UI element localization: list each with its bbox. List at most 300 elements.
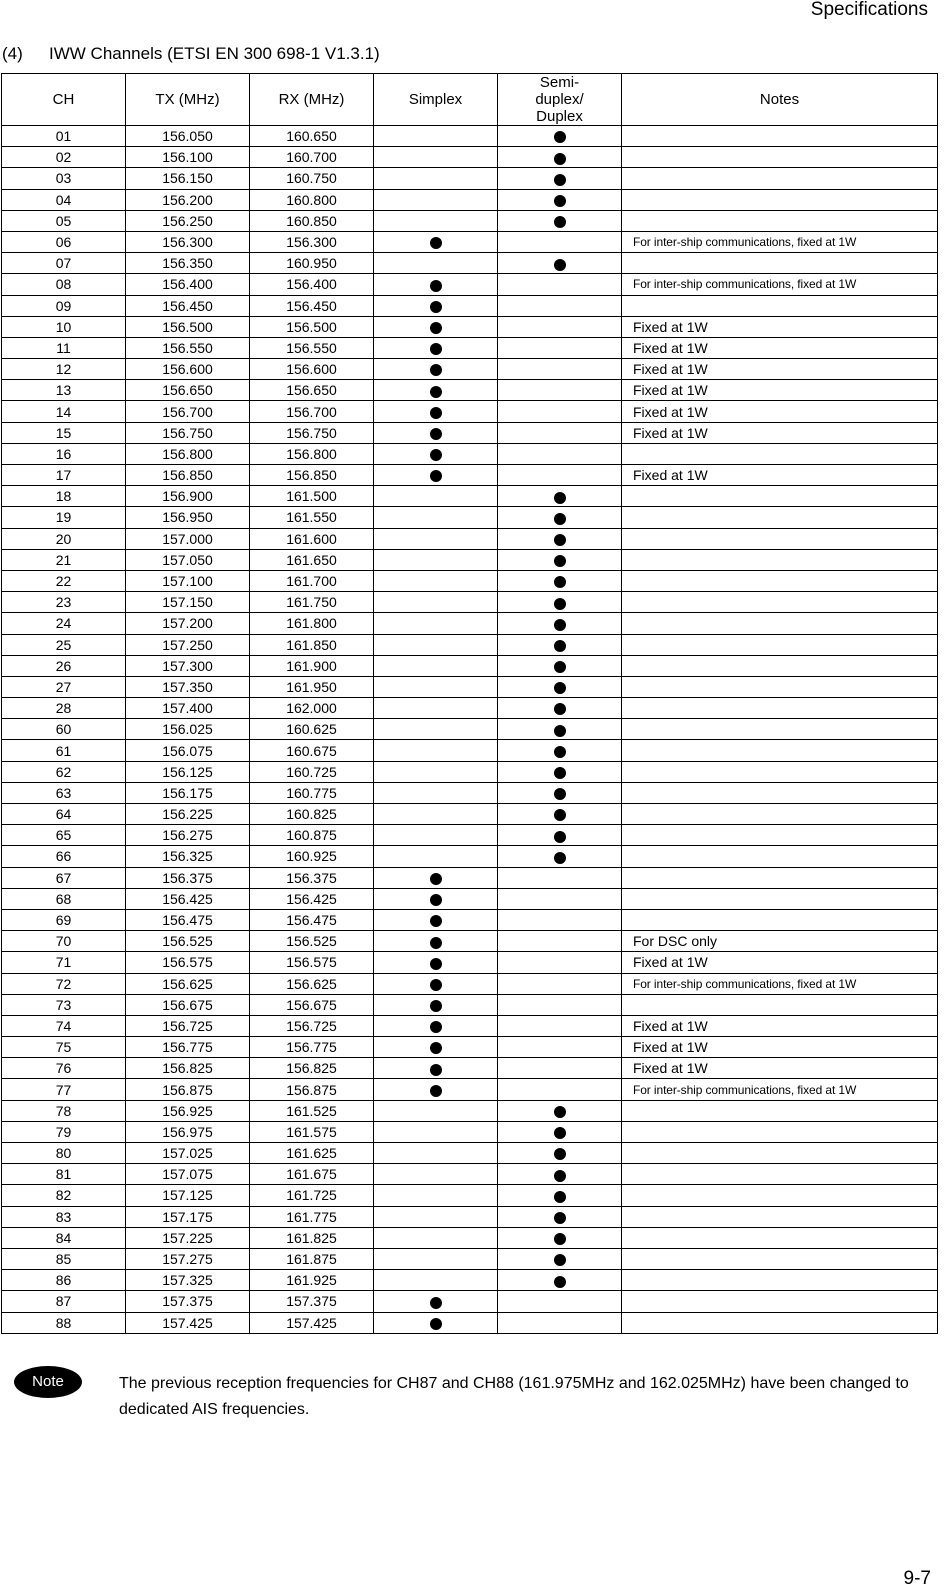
cell-rx: 161.525 — [250, 1100, 374, 1121]
cell-rx: 161.775 — [250, 1206, 374, 1227]
cell-tx: 156.875 — [126, 1079, 250, 1100]
cell-rx: 160.800 — [250, 189, 374, 210]
cell-ch: 16 — [2, 443, 126, 464]
filled-circle-icon — [554, 682, 566, 694]
cell-rx: 161.625 — [250, 1143, 374, 1164]
cell-simplex — [374, 888, 498, 909]
cell-ch: 28 — [2, 698, 126, 719]
cell-rx: 156.875 — [250, 1079, 374, 1100]
cell-duplex — [498, 1015, 622, 1036]
cell-ch: 06 — [2, 231, 126, 252]
cell-rx: 156.400 — [250, 274, 374, 295]
cell-rx: 156.575 — [250, 952, 374, 973]
filled-circle-icon — [554, 1276, 566, 1288]
cell-tx: 157.275 — [126, 1248, 250, 1269]
cell-duplex — [498, 1291, 622, 1312]
cell-tx: 156.725 — [126, 1015, 250, 1036]
cell-simplex — [374, 613, 498, 634]
cell-rx: 160.750 — [250, 168, 374, 189]
table-row — [2, 1058, 938, 1079]
filled-circle-icon — [554, 809, 566, 821]
cell-ch: 80 — [2, 1143, 126, 1164]
cell-notes — [622, 613, 938, 634]
note-text: The previous reception frequencies for CH87 and CH88 (161.975MHz and 162.025MHz) have been changed to dedicated AIS frequencies. — [119, 1375, 909, 1418]
filled-circle-icon — [430, 873, 442, 885]
filled-circle-icon — [554, 661, 566, 673]
cell-simplex — [374, 1312, 498, 1333]
cell-notes: Fixed at 1W — [622, 401, 938, 422]
cell-rx: 160.725 — [250, 761, 374, 782]
cell-rx: 161.925 — [250, 1270, 374, 1291]
cell-simplex — [374, 316, 498, 337]
table-row — [2, 1248, 938, 1269]
cell-notes — [622, 825, 938, 846]
cell-simplex — [374, 1206, 498, 1227]
filled-circle-icon — [554, 131, 566, 143]
cell-rx: 156.700 — [250, 401, 374, 422]
cell-rx: 156.800 — [250, 443, 374, 464]
filled-circle-icon — [554, 153, 566, 165]
cell-ch: 12 — [2, 359, 126, 380]
cell-notes — [622, 1100, 938, 1121]
cell-notes — [622, 1291, 938, 1312]
cell-simplex — [374, 168, 498, 189]
filled-circle-icon — [554, 767, 566, 779]
cell-duplex — [498, 782, 622, 803]
cell-tx: 157.200 — [126, 613, 250, 634]
cell-ch: 11 — [2, 337, 126, 358]
table-row — [2, 782, 938, 803]
filled-circle-icon — [554, 1233, 566, 1245]
cell-tx: 156.850 — [126, 465, 250, 486]
table-row — [2, 761, 938, 782]
cell-rx: 160.675 — [250, 740, 374, 761]
cell-simplex — [374, 1121, 498, 1142]
cell-tx: 156.325 — [126, 846, 250, 867]
cell-duplex — [498, 698, 622, 719]
cell-tx: 156.825 — [126, 1058, 250, 1079]
cell-simplex — [374, 782, 498, 803]
cell-tx: 156.375 — [126, 867, 250, 888]
cell-duplex — [498, 634, 622, 655]
cell-notes: Fixed at 1W — [622, 316, 938, 337]
cell-rx: 160.850 — [250, 210, 374, 231]
cell-tx: 157.125 — [126, 1185, 250, 1206]
cell-simplex — [374, 422, 498, 443]
cell-duplex — [498, 825, 622, 846]
cell-tx: 156.975 — [126, 1121, 250, 1142]
cell-rx: 156.425 — [250, 888, 374, 909]
cell-ch: 13 — [2, 380, 126, 401]
cell-tx: 156.475 — [126, 909, 250, 930]
cell-rx: 160.825 — [250, 804, 374, 825]
table-row — [2, 634, 938, 655]
cell-simplex — [374, 1015, 498, 1036]
cell-notes — [622, 888, 938, 909]
cell-notes — [622, 867, 938, 888]
cell-simplex — [374, 761, 498, 782]
cell-duplex — [498, 1058, 622, 1079]
cell-rx: 156.475 — [250, 909, 374, 930]
cell-duplex — [498, 761, 622, 782]
table-row — [2, 613, 938, 634]
cell-notes — [622, 168, 938, 189]
cell-duplex — [498, 973, 622, 994]
table-row — [2, 1015, 938, 1036]
cell-simplex — [374, 295, 498, 316]
cell-rx: 161.950 — [250, 676, 374, 697]
cell-tx: 156.100 — [126, 147, 250, 168]
cell-tx: 156.675 — [126, 994, 250, 1015]
filled-circle-icon — [554, 1127, 566, 1139]
cell-notes — [622, 804, 938, 825]
cell-duplex — [498, 380, 622, 401]
table-row — [2, 422, 938, 443]
cell-ch: 01 — [2, 126, 126, 147]
cell-ch: 74 — [2, 1015, 126, 1036]
cell-duplex — [498, 655, 622, 676]
cell-duplex — [498, 1185, 622, 1206]
cell-notes: For inter-ship communications, fixed at 1W — [622, 231, 938, 252]
cell-duplex — [498, 740, 622, 761]
cell-rx: 161.750 — [250, 592, 374, 613]
cell-ch: 75 — [2, 1037, 126, 1058]
filled-circle-icon — [430, 301, 442, 313]
cell-tx: 156.750 — [126, 422, 250, 443]
filled-circle-icon — [554, 725, 566, 737]
cell-notes: For inter-ship communications, fixed at 1W — [622, 1079, 938, 1100]
cell-simplex — [374, 507, 498, 528]
column-header-ch: CH — [2, 74, 126, 126]
cell-duplex — [498, 168, 622, 189]
table-row — [2, 168, 938, 189]
cell-ch: 07 — [2, 253, 126, 274]
cell-ch: 63 — [2, 782, 126, 803]
cell-duplex — [498, 909, 622, 930]
cell-simplex — [374, 528, 498, 549]
cell-tx: 156.200 — [126, 189, 250, 210]
cell-rx: 160.950 — [250, 253, 374, 274]
table-row — [2, 994, 938, 1015]
cell-simplex — [374, 1185, 498, 1206]
table-row — [2, 1270, 938, 1291]
cell-simplex — [374, 931, 498, 952]
cell-ch: 68 — [2, 888, 126, 909]
filled-circle-icon — [554, 259, 566, 271]
cell-tx: 157.050 — [126, 549, 250, 570]
filled-circle-icon — [430, 280, 442, 292]
cell-notes — [622, 1121, 938, 1142]
cell-ch: 87 — [2, 1291, 126, 1312]
cell-duplex — [498, 1037, 622, 1058]
cell-rx: 161.725 — [250, 1185, 374, 1206]
table-row — [2, 1121, 938, 1142]
cell-notes — [622, 676, 938, 697]
filled-circle-icon — [554, 831, 566, 843]
cell-simplex — [374, 1270, 498, 1291]
cell-notes — [622, 1270, 938, 1291]
table-row — [2, 253, 938, 274]
table-row — [2, 698, 938, 719]
cell-duplex — [498, 147, 622, 168]
cell-simplex — [374, 1058, 498, 1079]
cell-simplex — [374, 655, 498, 676]
filled-circle-icon — [430, 979, 442, 991]
table-row — [2, 804, 938, 825]
column-header-rx: RX (MHz) — [250, 74, 374, 126]
cell-simplex — [374, 465, 498, 486]
table-row — [2, 952, 938, 973]
cell-ch: 24 — [2, 613, 126, 634]
cell-duplex — [498, 931, 622, 952]
cell-simplex — [374, 443, 498, 464]
cell-simplex — [374, 994, 498, 1015]
cell-tx: 156.025 — [126, 719, 250, 740]
cell-ch: 26 — [2, 655, 126, 676]
table-row — [2, 1227, 938, 1248]
cell-rx: 156.725 — [250, 1015, 374, 1036]
cell-ch: 09 — [2, 295, 126, 316]
table-row — [2, 1100, 938, 1121]
cell-duplex — [498, 613, 622, 634]
cell-tx: 156.075 — [126, 740, 250, 761]
cell-notes — [622, 253, 938, 274]
cell-tx: 156.050 — [126, 126, 250, 147]
cell-ch: 66 — [2, 846, 126, 867]
table-row — [2, 549, 938, 570]
cell-notes — [622, 634, 938, 655]
filled-circle-icon — [430, 428, 442, 440]
cell-tx: 156.450 — [126, 295, 250, 316]
cell-rx: 156.525 — [250, 931, 374, 952]
cell-tx: 156.600 — [126, 359, 250, 380]
filled-circle-icon — [430, 1000, 442, 1012]
cell-notes — [622, 846, 938, 867]
table-row — [2, 740, 938, 761]
filled-circle-icon — [554, 513, 566, 525]
cell-rx: 161.800 — [250, 613, 374, 634]
table-row — [2, 507, 938, 528]
table-row — [2, 359, 938, 380]
cell-simplex — [374, 337, 498, 358]
cell-tx: 156.125 — [126, 761, 250, 782]
filled-circle-icon — [554, 1254, 566, 1266]
table-body — [2, 126, 938, 1334]
cell-notes — [622, 1185, 938, 1206]
table-row — [2, 210, 938, 231]
cell-duplex — [498, 1143, 622, 1164]
filled-circle-icon — [430, 915, 442, 927]
cell-simplex — [374, 1037, 498, 1058]
cell-notes: Fixed at 1W — [622, 952, 938, 973]
table-row — [2, 443, 938, 464]
filled-circle-icon — [554, 555, 566, 567]
cell-tx: 157.425 — [126, 1312, 250, 1333]
cell-tx: 156.425 — [126, 888, 250, 909]
filled-circle-icon — [554, 619, 566, 631]
cell-notes: For inter-ship communications, fixed at 1W — [622, 973, 938, 994]
filled-circle-icon — [430, 1021, 442, 1033]
table-row — [2, 570, 938, 591]
cell-notes: Fixed at 1W — [622, 1015, 938, 1036]
cell-rx: 156.850 — [250, 465, 374, 486]
cell-tx: 156.500 — [126, 316, 250, 337]
filled-circle-icon — [430, 364, 442, 376]
cell-duplex — [498, 549, 622, 570]
cell-rx: 156.675 — [250, 994, 374, 1015]
cell-tx: 156.225 — [126, 804, 250, 825]
cell-ch: 22 — [2, 570, 126, 591]
cell-simplex — [374, 1143, 498, 1164]
cell-simplex — [374, 1291, 498, 1312]
cell-simplex — [374, 846, 498, 867]
filled-circle-icon — [554, 1170, 566, 1182]
cell-duplex — [498, 210, 622, 231]
filled-circle-icon — [430, 343, 442, 355]
cell-rx: 160.875 — [250, 825, 374, 846]
cell-rx: 160.925 — [250, 846, 374, 867]
cell-duplex — [498, 1164, 622, 1185]
section-title-text: IWW Channels (ETSI EN 300 698-1 V1.3.1) — [49, 44, 380, 63]
table-row — [2, 655, 938, 676]
section-header: Specifications — [810, 0, 928, 20]
filled-circle-icon — [430, 1318, 442, 1330]
filled-circle-icon — [430, 449, 442, 461]
channel-table — [1, 73, 938, 1334]
cell-simplex — [374, 380, 498, 401]
cell-ch: 02 — [2, 147, 126, 168]
cell-duplex — [498, 274, 622, 295]
cell-ch: 03 — [2, 168, 126, 189]
column-header-duplex — [498, 74, 622, 126]
cell-notes — [622, 1143, 938, 1164]
cell-rx: 157.425 — [250, 1312, 374, 1333]
cell-rx: 156.750 — [250, 422, 374, 443]
cell-notes — [622, 698, 938, 719]
cell-rx: 156.550 — [250, 337, 374, 358]
cell-rx: 161.875 — [250, 1248, 374, 1269]
note-badge: Note — [14, 1366, 82, 1398]
cell-duplex — [498, 528, 622, 549]
cell-duplex — [498, 1079, 622, 1100]
column-header-notes: Notes — [622, 74, 938, 126]
cell-notes — [622, 507, 938, 528]
cell-tx: 156.775 — [126, 1037, 250, 1058]
filled-circle-icon — [554, 598, 566, 610]
cell-tx: 157.100 — [126, 570, 250, 591]
cell-simplex — [374, 825, 498, 846]
cell-ch: 72 — [2, 973, 126, 994]
cell-notes — [622, 1164, 938, 1185]
cell-tx: 157.225 — [126, 1227, 250, 1248]
cell-ch: 10 — [2, 316, 126, 337]
filled-circle-icon — [554, 1191, 566, 1203]
cell-notes — [622, 719, 938, 740]
cell-tx: 156.900 — [126, 486, 250, 507]
cell-duplex — [498, 443, 622, 464]
filled-circle-icon — [430, 1297, 442, 1309]
table-row — [2, 676, 938, 697]
table-row — [2, 1079, 938, 1100]
cell-ch: 60 — [2, 719, 126, 740]
filled-circle-icon — [430, 386, 442, 398]
cell-simplex — [374, 126, 498, 147]
filled-circle-icon — [554, 703, 566, 715]
cell-simplex — [374, 804, 498, 825]
table-row — [2, 825, 938, 846]
cell-rx: 161.650 — [250, 549, 374, 570]
filled-circle-icon — [430, 407, 442, 419]
table-row — [2, 126, 938, 147]
cell-simplex — [374, 401, 498, 422]
cell-notes — [622, 909, 938, 930]
cell-ch: 61 — [2, 740, 126, 761]
cell-duplex — [498, 507, 622, 528]
filled-circle-icon — [554, 174, 566, 186]
cell-simplex — [374, 1248, 498, 1269]
cell-notes — [622, 782, 938, 803]
filled-circle-icon — [554, 1106, 566, 1118]
cell-duplex — [498, 126, 622, 147]
cell-duplex — [498, 846, 622, 867]
cell-notes — [622, 994, 938, 1015]
cell-ch: 70 — [2, 931, 126, 952]
cell-rx: 156.650 — [250, 380, 374, 401]
table-row — [2, 1206, 938, 1227]
cell-duplex — [498, 1312, 622, 1333]
filled-circle-icon — [430, 470, 442, 482]
cell-ch: 21 — [2, 549, 126, 570]
filled-circle-icon — [554, 788, 566, 800]
cell-notes: For DSC only — [622, 931, 938, 952]
cell-rx: 156.500 — [250, 316, 374, 337]
cell-notes — [622, 189, 938, 210]
cell-ch: 19 — [2, 507, 126, 528]
cell-rx: 161.550 — [250, 507, 374, 528]
cell-tx: 157.150 — [126, 592, 250, 613]
cell-tx: 156.925 — [126, 1100, 250, 1121]
cell-ch: 76 — [2, 1058, 126, 1079]
table-row — [2, 909, 938, 930]
table-row — [2, 465, 938, 486]
cell-notes — [622, 1248, 938, 1269]
cell-duplex — [498, 1100, 622, 1121]
table-row — [2, 1037, 938, 1058]
cell-duplex — [498, 422, 622, 443]
cell-simplex — [374, 719, 498, 740]
cell-notes — [622, 528, 938, 549]
table-row — [2, 1164, 938, 1185]
cell-duplex — [498, 231, 622, 252]
table-row — [2, 931, 938, 952]
cell-tx: 156.300 — [126, 231, 250, 252]
cell-simplex — [374, 253, 498, 274]
cell-simplex — [374, 1164, 498, 1185]
cell-rx: 160.625 — [250, 719, 374, 740]
cell-simplex — [374, 570, 498, 591]
cell-notes — [622, 486, 938, 507]
filled-circle-icon — [554, 852, 566, 864]
cell-duplex — [498, 1248, 622, 1269]
cell-duplex — [498, 337, 622, 358]
filled-circle-icon — [554, 195, 566, 207]
cell-rx: 161.900 — [250, 655, 374, 676]
cell-duplex — [498, 867, 622, 888]
cell-duplex — [498, 1206, 622, 1227]
table-row — [2, 231, 938, 252]
cell-notes — [622, 443, 938, 464]
cell-ch: 77 — [2, 1079, 126, 1100]
